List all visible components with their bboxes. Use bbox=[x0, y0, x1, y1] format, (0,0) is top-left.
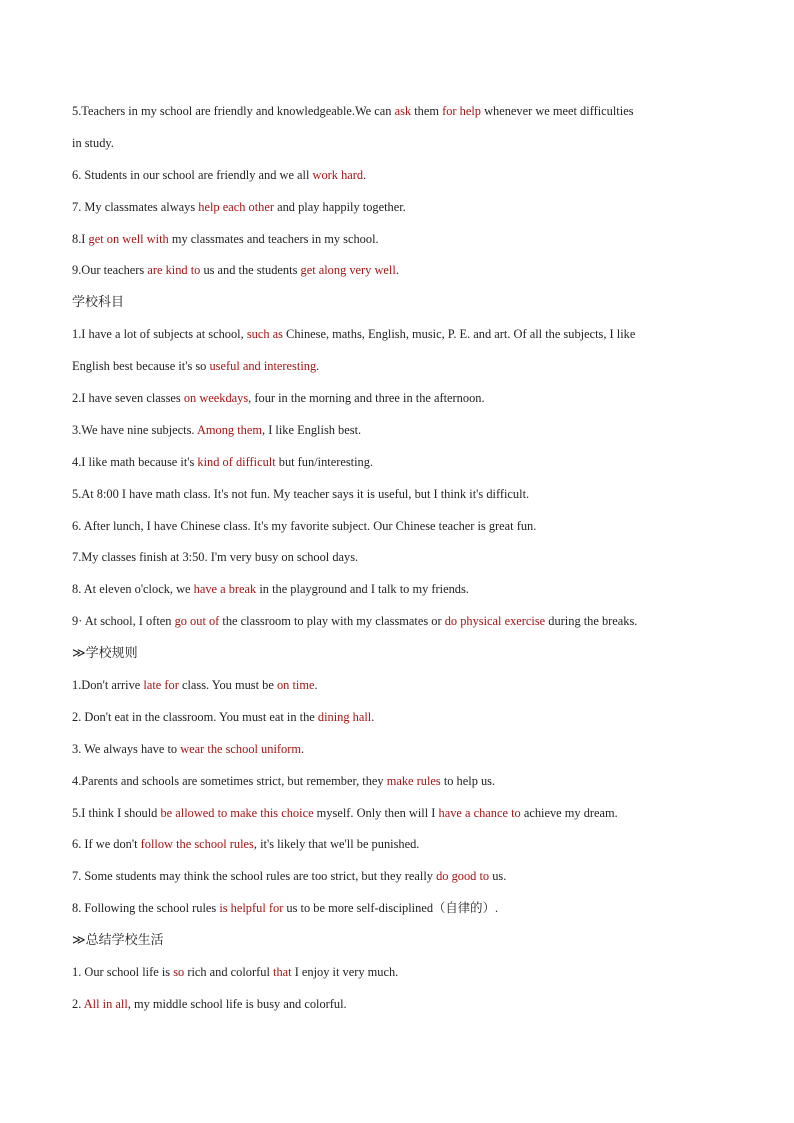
text-segment: 1.Don't arrive bbox=[72, 678, 144, 693]
highlighted-phrase: get along very well bbox=[300, 263, 396, 278]
text-line bbox=[72, 893, 722, 925]
text-line bbox=[72, 160, 722, 192]
text-segment: in study. bbox=[72, 135, 114, 150]
highlighted-phrase: help each other bbox=[198, 199, 274, 214]
text-segment: 5.Teachers in my school are friendly and knowledgeable.We can bbox=[72, 104, 395, 118]
text-segment: ≫学校规则 bbox=[72, 646, 138, 662]
section-heading bbox=[72, 287, 722, 319]
text-segment: during the breaks. bbox=[545, 614, 638, 629]
section-heading bbox=[72, 925, 722, 957]
text-segment: 6. If we don't bbox=[72, 837, 141, 852]
text-line bbox=[72, 128, 722, 160]
highlighted-phrase: do good to bbox=[436, 869, 490, 884]
text-line bbox=[72, 479, 722, 511]
text-line bbox=[72, 829, 722, 861]
highlighted-phrase: kind of difficult bbox=[197, 454, 276, 469]
text-line bbox=[72, 798, 722, 830]
text-segment: 1. Our school life is bbox=[72, 965, 174, 980]
highlighted-phrase: make rules bbox=[386, 773, 441, 788]
text-segment: 学校科目 bbox=[72, 295, 125, 311]
text-line bbox=[72, 734, 722, 766]
highlighted-phrase: work hard bbox=[312, 167, 364, 182]
text-segment: 3.We have nine subjects. bbox=[72, 422, 197, 437]
text-segment: 8. At eleven o'clock, we bbox=[72, 582, 194, 597]
highlighted-phrase: that bbox=[273, 965, 292, 980]
highlighted-phrase: are kind to bbox=[147, 263, 201, 278]
highlighted-phrase: on time bbox=[276, 678, 315, 693]
text-segment: us to be more self-disciplined（自律的）. bbox=[283, 901, 499, 916]
text-segment: 7. Some students may think the school rules are too strict, but they really bbox=[72, 869, 437, 884]
text-line bbox=[72, 989, 722, 1021]
text-segment: . bbox=[395, 263, 399, 278]
text-segment: the classroom to play with my classmates or bbox=[219, 614, 445, 629]
text-segment: 8.I bbox=[72, 231, 89, 246]
highlighted-phrase: for help bbox=[442, 104, 481, 118]
text-segment: achieve my dream. bbox=[520, 805, 618, 820]
highlighted-phrase: late for bbox=[143, 678, 179, 693]
text-segment: 9· At school, I often bbox=[72, 614, 175, 629]
highlighted-phrase: on weekdays bbox=[183, 391, 249, 406]
text-segment: English best because it's so bbox=[72, 359, 210, 374]
text-line bbox=[72, 415, 722, 447]
text-segment: 4.I like math because it's bbox=[72, 454, 198, 469]
text-line bbox=[72, 383, 722, 415]
text-segment: them bbox=[411, 104, 443, 118]
highlighted-phrase: such as bbox=[246, 327, 283, 342]
text-line bbox=[72, 766, 722, 798]
text-line bbox=[72, 957, 722, 989]
highlighted-phrase: so bbox=[173, 965, 185, 980]
text-segment: class. You must be bbox=[178, 678, 277, 693]
text-segment: us. bbox=[489, 869, 507, 884]
text-segment: whenever we meet difficulties bbox=[480, 104, 634, 118]
highlighted-phrase: All in all bbox=[83, 996, 128, 1011]
text-segment: . bbox=[314, 678, 318, 693]
text-segment: 5.I think I should bbox=[72, 805, 161, 820]
highlighted-phrase: do physical exercise bbox=[444, 614, 546, 629]
text-line bbox=[72, 574, 722, 606]
text-segment: 7. My classmates always bbox=[72, 199, 199, 214]
text-line bbox=[72, 702, 722, 734]
text-segment: 3. We always have to bbox=[72, 741, 181, 756]
text-line bbox=[72, 606, 722, 638]
text-segment: 5.At 8:00 I have math class. It's not fun. My teacher says it is useful, but I think it's difficult. bbox=[72, 486, 530, 501]
text-line bbox=[72, 542, 722, 574]
text-segment: . bbox=[316, 359, 320, 374]
text-segment: . bbox=[300, 741, 305, 756]
text-line bbox=[72, 319, 722, 351]
highlighted-phrase: ask bbox=[394, 104, 412, 118]
text-line bbox=[72, 96, 722, 128]
text-segment: ≫总结学校生活 bbox=[72, 933, 164, 949]
text-line bbox=[72, 670, 722, 702]
text-segment: 2.I have seven classes bbox=[72, 391, 184, 406]
text-segment: 6. Students in our school are friendly and we all bbox=[72, 167, 313, 182]
text-segment: , it's likely that we'll be punished. bbox=[253, 837, 420, 852]
highlighted-phrase: have a break bbox=[193, 582, 257, 597]
text-line bbox=[72, 224, 722, 256]
text-segment: but fun/interesting. bbox=[275, 454, 374, 469]
text-line bbox=[72, 861, 722, 893]
text-segment: and play happily together. bbox=[273, 199, 406, 214]
highlighted-phrase: be allowed to make this choice bbox=[160, 805, 314, 820]
document-body bbox=[72, 96, 722, 1021]
text-line bbox=[72, 447, 722, 479]
text-segment: 4.Parents and schools are sometimes strict, but remember, they bbox=[72, 773, 387, 788]
text-segment: , I like English best. bbox=[262, 422, 362, 437]
highlighted-phrase: useful and interesting bbox=[209, 359, 317, 374]
text-segment: , four in the morning and three in the afternoon. bbox=[248, 391, 485, 406]
text-segment: 1.I have a lot of subjects at school, bbox=[72, 327, 247, 342]
text-line bbox=[72, 255, 722, 287]
highlighted-phrase: have a chance to bbox=[438, 805, 521, 820]
highlighted-phrase: Among them bbox=[196, 422, 262, 437]
text-line bbox=[72, 511, 722, 543]
text-segment: us and the students bbox=[200, 263, 301, 278]
text-segment: 2. bbox=[72, 996, 84, 1011]
highlighted-phrase: follow the school rules bbox=[140, 837, 254, 852]
text-line bbox=[72, 192, 722, 224]
text-segment: rich and colorful bbox=[184, 965, 273, 980]
text-segment: to help us. bbox=[440, 773, 496, 788]
highlighted-phrase: go out of bbox=[174, 614, 220, 629]
text-segment: 2. Don't eat in the classroom. You must eat in the bbox=[72, 709, 318, 724]
section-heading bbox=[72, 638, 722, 670]
text-segment: I enjoy it very much. bbox=[291, 965, 399, 980]
highlighted-phrase: get on well with bbox=[88, 231, 169, 246]
text-segment: . bbox=[371, 709, 375, 724]
text-line bbox=[72, 351, 722, 383]
text-segment: 9.Our teachers bbox=[72, 263, 148, 278]
text-segment: . bbox=[363, 167, 367, 182]
highlighted-phrase: is helpful for bbox=[219, 901, 284, 916]
text-segment: my classmates and teachers in my school. bbox=[168, 231, 379, 246]
text-segment: 7.My classes finish at 3:50. I'm very busy on school days. bbox=[72, 550, 359, 565]
text-segment: myself. Only then will I bbox=[313, 805, 439, 820]
text-segment: in the playground and I talk to my friends. bbox=[256, 582, 469, 597]
highlighted-phrase: wear the school uniform bbox=[180, 741, 301, 756]
text-segment: 8. Following the school rules bbox=[72, 901, 220, 916]
text-segment: 6. After lunch, I have Chinese class. It's my favorite subject. Our Chinese teacher is great fun. bbox=[72, 518, 537, 533]
text-segment: , my middle school life is busy and colorful. bbox=[127, 996, 347, 1011]
text-segment: Chinese, maths, English, music, P. E. and art. Of all the subjects, I like bbox=[282, 327, 636, 342]
highlighted-phrase: dining hall bbox=[317, 709, 372, 724]
